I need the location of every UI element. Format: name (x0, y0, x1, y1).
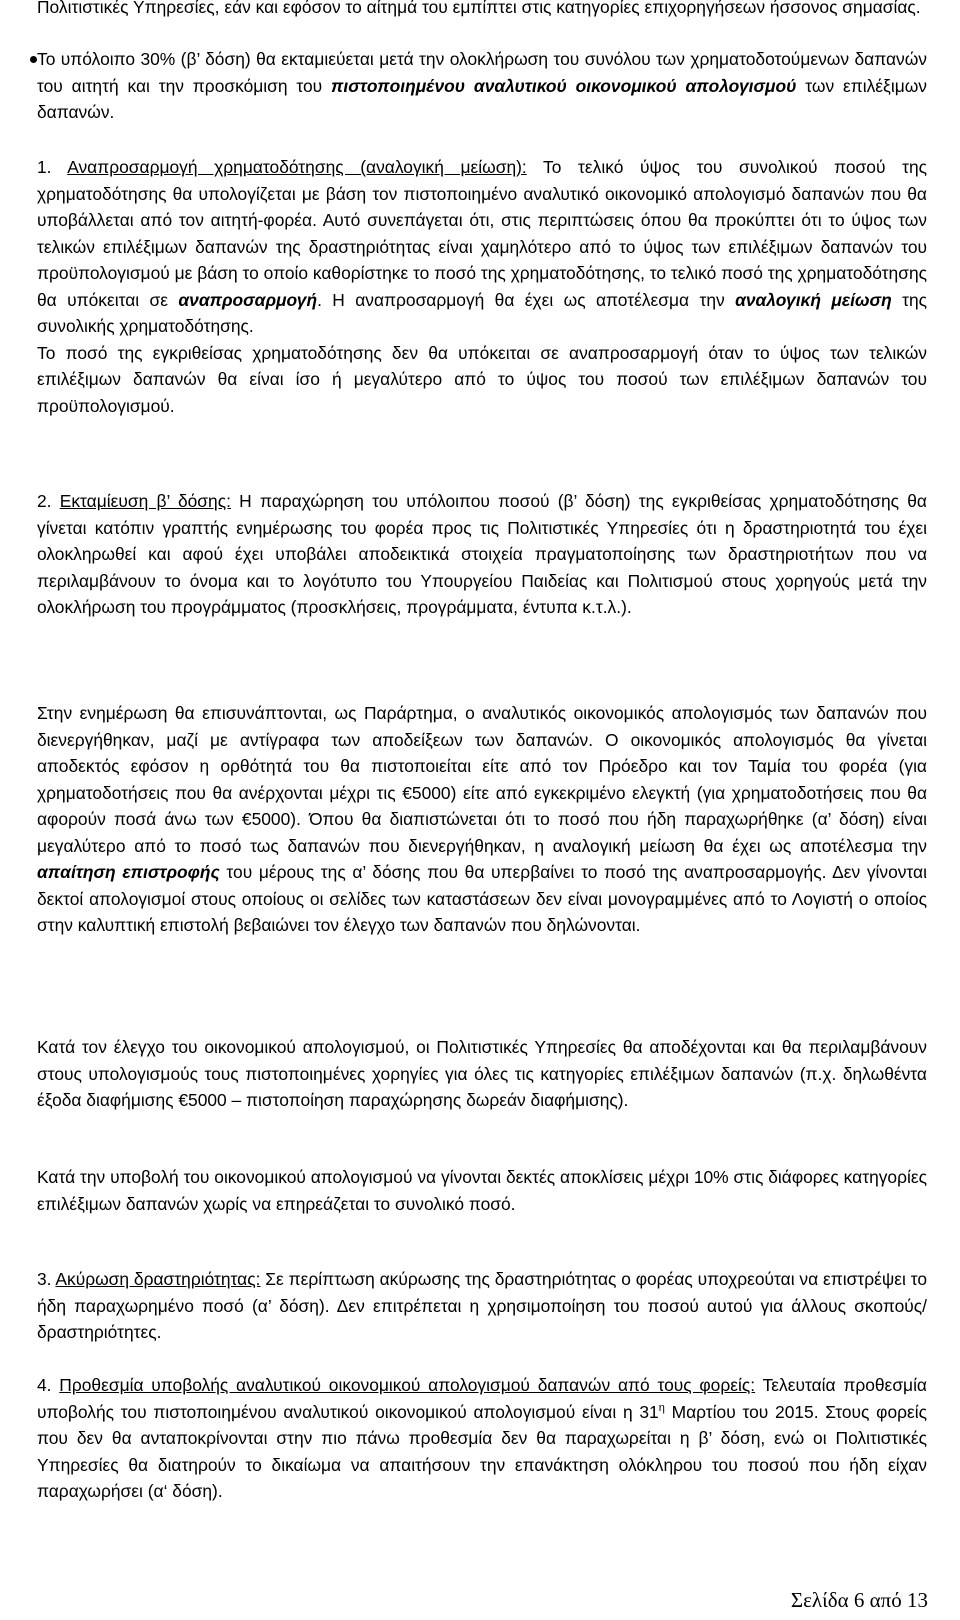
paragraph-annex: Στην ενημέρωση θα επισυνάπτονται, ως Παράρτημα, ο αναλυτικός οικονομικός απολογισμός των δαπανών που διενεργήθηκαν, μαζί με αντίγραφα των αποδείξεων των δαπανών. Ο οικονομικός απολογισμός θα γίνεται αποδεκτός εφόσον η ορθότητά του θα πιστοποιείται είτε από τον Πρόεδρο και τον Ταμία του φορέα (για χρηματοδοτήσεις που θα ανέρχονται μέχρι τις €5000) είτε από εγκεκριμένο ελεγκτή (για χρηματοδοτήσεις που θα αφορούν ποσά άνω των €5000). Όπου θα διαπιστώνεται ότι το ποσό που ήδη παραχωρήθηκε (α’ δόση) είναι μεγαλύτερο από το ποσό τως δαπανών που διενεργήθηκαν, η αναλογική μείωση θα έχει ως αποτέλεσμα την απαίτηση επιστροφής του μέρους της α’ δόσης που θα υπερβαίνει το ποσό της αναπροσαρμογής. Δεν γίνονται δεκτοί απολογισμοί στους οποίους οι σελίδες των καταστάσεων δεν είναι μονογραμμένες από το Λογιστή ο οποίος στην καλυπτική επιστολή βεβαιώνει τον έλεγχο των δαπανών που δηλώνονται. (37, 703, 927, 935)
bullet-text: Το υπόλοιπο 30% (β’ δόση) θα εκταμιεύεται μετά την ολοκλήρωση του συνόλου των χρηματοδοτούμενων δαπανών του αιτητή και την προσκόμιση του πιστοποιημένου αναλυτικού οικονομικού απολογισμού των επιλέξιμων δαπανών. (37, 49, 927, 122)
item-3-paragraph: 3. Ακύρωση δραστηριότητας: Σε περίπτωση ακύρωσης της δραστηριότητας ο φορέας υποχρεούται να επιστρέψει το ήδη παραχωρημένο ποσό (α’ δόση). Δεν επιτρέπεται η χρησιμοποίηση του ποσού αυτού για άλλους σκοπούς/δραστηριότητες. (37, 1269, 928, 1342)
item-2-number: 2. (37, 491, 52, 511)
item-1-second-paragraph: Το ποσό της εγκριθείσας χρηματοδότησης δεν θα υπόκειται σε αναπροσαρμογή όταν το ύψος των τελικών επιλέξιμων δαπανών θα είναι ίσο ή μεγαλύτερο από το ύψος του ποσού των επιλέξιμων δαπανών του προϋπολογισμού. (37, 342, 927, 416)
item-2-paragraph: 2. Εκταμίευση β’ δόσης: Η παραχώρηση του υπόλοιπου ποσού (β’ δόση) της εγκριθείσας χρηματοδότησης θα γίνεται κατόπιν γραπτής ενημέρωσης του φορέα προς τις Πολιτιστικές Υπηρεσίες ότι η δραστηριοτητά του έχει ολοκληρωθεί και αφού έχει υποβάλει αποδεικτικά στοιχεία πραγματοποίησης των δραστηριοτήτων που να περιλαμβάνουν το όνομα και το λογότυπο του Υπουργείου Παιδείας και Πολιτισμού στους χορηγούς μετά την ολοκλήρωση του προγράμματος (προσκλήσεις, προγράμματα, έντυπα κ.τ.λ.). (37, 491, 927, 617)
paragraph-deviations: Κατά την υποβολή του οικονομικού απολογισμού να γίνονται δεκτές αποκλίσεις μέχρι 10% στις διάφορες κατηγορίες επιλέξιμων δαπανών χωρίς να επηρεάζεται το συνολικό ποσό. (37, 1167, 927, 1214)
bullet-dot-icon (30, 56, 37, 63)
item-1 (37, 154, 927, 419)
top-continuation-paragraph: Πολιτιστικές Υπηρεσίες, εάν και εφόσον το αίτημά του εμπίπτει στις κατηγορίες επιχορηγήσεων ήσσονος σημασίας. (37, 0, 921, 17)
item-2 (37, 488, 927, 621)
item-1-heading: Αναπροσαρμογή χρηματοδότησης (αναλογική μείωση): (67, 157, 527, 177)
item-1-emphasis-2: αναλογική μείωση (735, 289, 892, 310)
item-3 (37, 1266, 927, 1346)
item-4-heading: Προθεσμία υποβολής αναλυτικού οικονομικού απολογισμού δαπανών από τους φορείς: (59, 1375, 756, 1395)
paragraph-annex-emphasis: απαίτηση επιστροφής (37, 862, 220, 882)
item-3-number: 3. (37, 1269, 52, 1289)
item-1-number: 1. (37, 157, 52, 177)
paragraph-audit-check: Κατά τον έλεγχο του οικονομικού απολογισμού, οι Πολιτιστικές Υπηρεσίες θα αποδέχονται και θα περιλαμβάνουν στους υπολογισμούς τους πιστοποιημένες χορηγίες για όλες τις κατηγορίες επιλέξιμων δαπανών (π.χ. δηλωθέντα έξοδα διαφήμισης €5000 – πιστοποίηση παραχώρησης δωρεάν διαφήμισης). (37, 1037, 927, 1110)
item-1-emphasis-1: αναπροσαρμογή (178, 289, 318, 310)
bullet-emphasis: πιστοποιημένου αναλυτικού οικονομικού απολογισμού (331, 75, 797, 96)
bullet-paragraph (37, 46, 927, 126)
item-4-number: 4. (37, 1375, 52, 1395)
item-3-heading: Ακύρωση δραστηριότητας: (55, 1269, 261, 1289)
page-number-footer: Σελίδα 6 από 13 (790, 1588, 928, 1612)
item-4-paragraph: 4. Προθεσμία υποβολής αναλυτικού οικονομικού απολογισμού δαπανών από τους φορείς: Τελευταία προθεσμία υποβολής του πιστοποιημένου αναλυτικού οικονομικού απολογισμού είναι η $31^\eta$ Μαρτίου του 2015. Στους φορείς που δεν θα ανταποκρίνονται στην πιο πάνω προθεσμία δεν θα παραχωρείται η β’ δόση, ενώ οι Πολιτιστικές Υπηρεσίες θα διατηρούν το δικαίωμα να απαιτήσουν την επανάκτηση ολόκληρου του ποσού που ήδη είχαν παραχωρήσει (α‘ δόση). (37, 1375, 928, 1501)
item-4 (37, 1372, 927, 1505)
item-4-superscript: η (658, 1401, 665, 1414)
item-2-heading: Εκταμίευση β’ δόσης: (59, 491, 231, 511)
item-1-paragraph: 1. Αναπροσαρμογή χρηματοδότησης (αναλογική μείωση): Το τελικό ύψος του συνολικού ποσού της χρηματοδότησης θα υπολογίζεται με βάση τον πιστοποιημένο αναλυτικό οικονομικό απολογισμό δαπανών που θα υποβάλλεται από τον αιτητή-φορέα. Αυτό συνεπάγεται ότι, στις περιπτώσεις όπου θα προκύπτει ότι το ύψος των τελικών επιλέξιμων δαπανών της δραστηριότητας είναι χαμηλότερο από το ύψος των επιλέξιμων δαπανών του προϋπολογισμού με βάση το οποίο καθορίστηκε το ποσό της χρηματοδότησης, το τελικό ποσό της χρηματοδότησης θα υπόκειται σε αναπροσαρμογή. Η αναπροσαρμογή θα έχει ως αποτέλεσμα την αναλογική μείωση της συνολικής χρηματοδότησης. (37, 157, 928, 336)
